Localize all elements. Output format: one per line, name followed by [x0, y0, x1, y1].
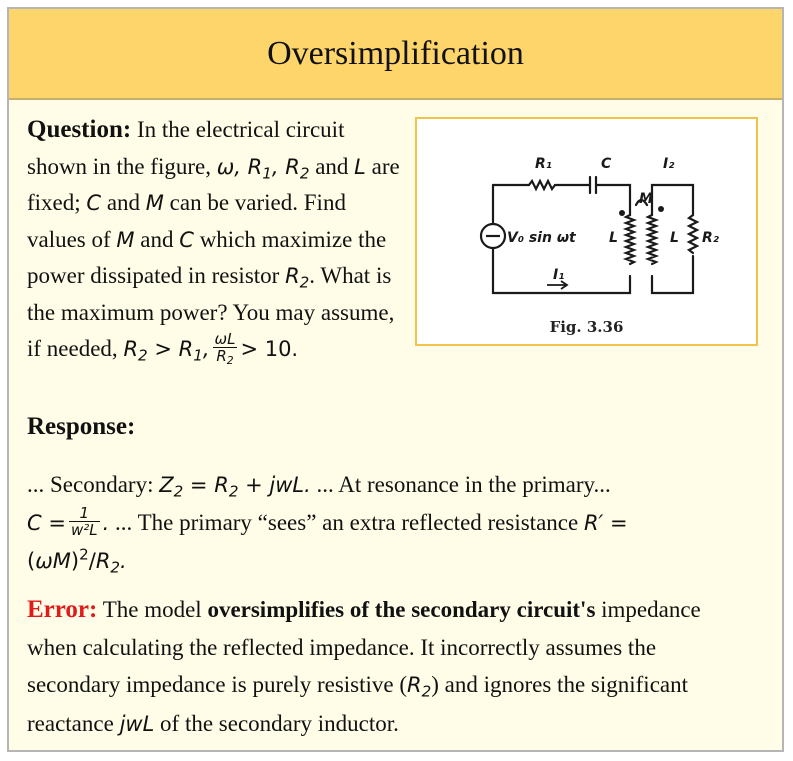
question-text-2: and	[315, 153, 349, 179]
error-block	[27, 591, 742, 743]
question-text-7: which maximize the power dissipated in resistor	[27, 226, 387, 288]
label-r1: R₁	[535, 156, 552, 172]
resonance-denominator: w²L	[70, 520, 98, 539]
response-block	[27, 466, 727, 580]
question-text-5: can be varied. Find values of	[27, 190, 346, 252]
label-l-primary: L	[609, 230, 618, 246]
label-i1: I₁	[553, 267, 565, 283]
math-r2: $R_2$	[285, 264, 310, 292]
question-text-8: . What is the maximum power? You may assume, if needed,	[27, 263, 395, 361]
condition-fraction	[213, 329, 238, 367]
resistor-r2	[689, 215, 697, 253]
error-label: Error:	[27, 596, 98, 623]
math-c: C	[86, 191, 102, 215]
math-z2: $Z_2 = R_2$ + jwL.	[159, 473, 311, 501]
error-text-4: of the secondary inductor.	[160, 710, 399, 736]
label-r2: R₂	[702, 230, 719, 246]
question-text-1: In the electrical circuit shown in the figure,	[27, 117, 345, 179]
figure-caption: Fig. 3.36	[549, 318, 624, 336]
wire-c-to-coil	[596, 185, 630, 215]
response-label: Response:	[27, 413, 136, 440]
error-text-2: impedance when calculating the reflected impedance. It incorrectly assumes the secondary impedance is purely resistive (	[27, 597, 701, 697]
card-title: Oversimplification	[267, 34, 524, 72]
resonance-numerator: 1	[69, 505, 100, 522]
secondary-loop-top	[652, 185, 693, 215]
label-i2: I₂	[663, 156, 675, 172]
resistor-r1	[529, 181, 555, 189]
error-text-1: The model	[102, 597, 202, 622]
resonance-fraction	[69, 505, 100, 538]
math-c-resonance: C = $\frac{1}{\text{w²L}}$ .	[27, 503, 110, 539]
polarity-dot-primary	[619, 210, 625, 216]
label-c: C	[601, 156, 612, 172]
circuit-diagram	[417, 119, 756, 314]
condition-denominator	[213, 346, 238, 367]
primary-coil	[626, 215, 634, 264]
response-text-3: ... The primary “sees” an extra reflected resistance	[115, 510, 579, 535]
card-header	[9, 9, 782, 100]
math-c-2: C	[179, 227, 194, 252]
label-m: M	[639, 191, 653, 207]
question-block	[27, 112, 407, 368]
secondary-coil	[648, 215, 656, 264]
response-text-1: ... Secondary:	[27, 472, 154, 497]
label-l-secondary: L	[670, 230, 679, 246]
math-r2-error: $R_2$	[407, 673, 432, 701]
math-jwl: jwL	[119, 711, 155, 736]
math-m-2: M	[116, 227, 135, 252]
math-m: M	[145, 191, 164, 215]
response-text-2: ... At resonance in the primary...	[316, 472, 611, 497]
condition-rhs: > 10.	[240, 337, 299, 361]
condition-den-sub: 2	[226, 353, 234, 367]
question-text-6: and	[140, 226, 174, 252]
math-r-prime: R′ =	[583, 511, 628, 535]
math-omega: ω, $R_1$, $R_2$	[216, 154, 310, 183]
polarity-dot-secondary	[658, 206, 664, 212]
condition-den-base: R	[216, 346, 227, 365]
math-reflected-resistance: $(\omega M)^2/R_2$.	[27, 545, 127, 577]
question-text-3: are fixed;	[27, 153, 400, 215]
condition-formula: $R_2 > R_1$, $\frac{\omega L}{R_2}$ > 10.	[123, 329, 299, 367]
error-text-3: ) and ignores the significant reactance	[27, 672, 688, 736]
secondary-loop-bottom	[652, 256, 693, 293]
condition-numerator: ωL	[214, 329, 236, 348]
error-bold-text: oversimplifies of the secondary circuit's	[207, 597, 596, 622]
question-label: Question:	[27, 116, 132, 143]
label-source: V₀ sin ωt	[507, 230, 576, 246]
math-l: L	[354, 154, 366, 179]
circuit-figure	[415, 117, 758, 346]
question-text-4: and	[106, 190, 141, 215]
